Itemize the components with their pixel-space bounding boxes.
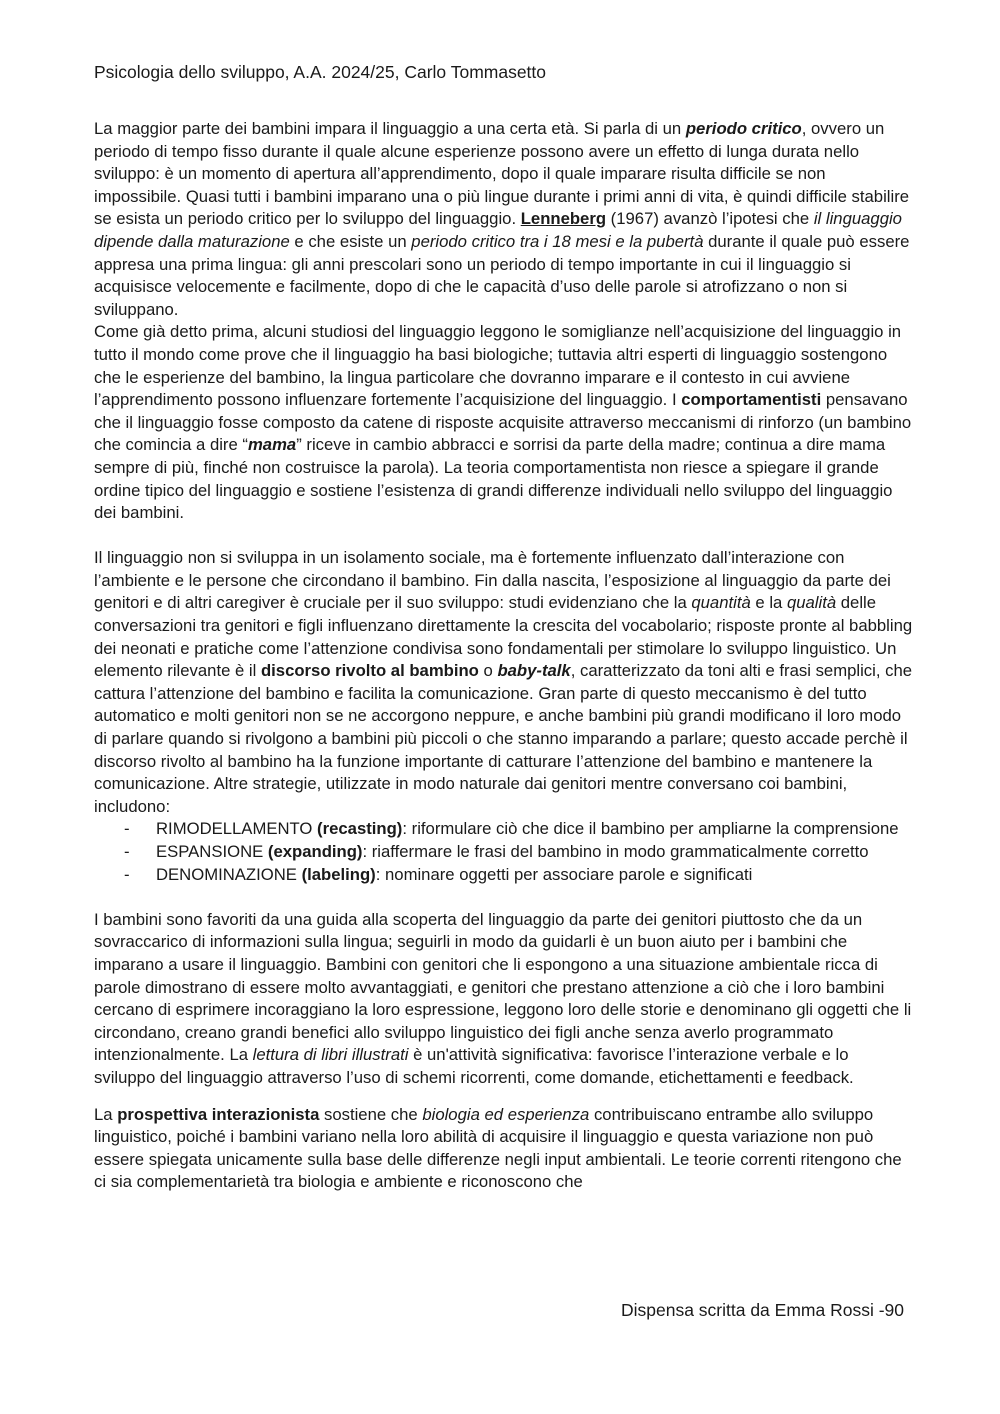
list-item: - DENOMINAZIONE (labeling): nominare oggetti per associare parole e significati [124, 864, 753, 884]
term-discorso-rivolto: discorso rivolto al bambino [260, 661, 479, 681]
paragraph-social-interaction: Il linguaggio non si sviluppa in un isolamento sociale, ma è fortemente influenzato dall’interazione con l’ambiente e le persone che circondano il bambino. Fin dalla nascita, l’esposizione al linguaggio da parte dei genitori e di altri caregiver è cruciale per il suo sviluppo: studi evidenziano che la quantità e la qualità delle conversazioni tra genitori e figli influenzano direttamente la crescita del vocabolario; risposte pronte al babbling dei neonati e pratiche come l’attenzione condivisa sono fondamentali per stimolare lo sviluppo linguistico. Un elemento rilevante è il discorso rivolto al bambino o baby-talk, caratterizzato da toni alti e frasi semplici, che cattura l’attenzione del bambino e facilita la comunicazione. Gran parte di questo meccanismo è del tutto automatico e molti genitori non se ne accorgono neppure, e anche bambini più grandi modificano il loro modo di parlare quando si rivolgono a bambini più piccoli o che stanno imparando a parlare; questo accade perchè il discorso rivolto al bambino ha la funzione importante di catturare l’attenzione del bambino e mantenere la comunicazione. Altre strategie, utilizzate in modo naturale dai genitori mentre conversano coi bambini, includono: [94, 548, 913, 816]
strategies-list [94, 818, 914, 886]
document-body [94, 118, 914, 1194]
term-comportamentisti: comportamentisti [681, 390, 822, 410]
paragraph-interactionist: La prospettiva interazionista sostiene che biologia ed esperienza contribuiscano entrambe allo sviluppo linguistico, poiché i bambini variano nella loro abilità di acquisire il linguaggio e questa variazione non può essere spiegata unicamente sulla base delle differenze negli input ambientali. Le teorie correnti ritengono che ci sia complementarietà tra biologia e ambiente e riconoscono che [94, 1104, 902, 1192]
list-item: - ESPANSIONE (expanding): riaffermare le frasi del bambino in modo grammaticalmente corretto [124, 842, 869, 861]
author-lenneberg: Lenneberg [520, 209, 607, 229]
paragraph-critical-period: La maggior parte dei bambini impara il linguaggio a una certa età. Si parla di un periodo critico, ovvero un periodo di tempo fisso durante il quale alcune esperienze possono avere un effetto di lunga durata nello sviluppo: è un momento di apertura all’apprendimento, dopo il quale imparare risulta difficile se non impossibile. Quasi tutti i bambini imparano una o più lingue durante i primi anni di vita, è quindi difficile stabilire se esista un periodo critico per lo sviluppo del linguaggio. Lenneberg (1967) avanzò l’ipotesi che il linguaggio dipende dalla maturazione e che esiste un periodo critico tra i 18 mesi e la pubertà durante il quale può essere appresa una prima lingua: gli anni prescolari sono un periodo di tempo importante in cui il linguaggio si acquisisce velocemente e facilmente, dopo di che le capacità d’uso delle parole si atrofizzano o non si sviluppano. [94, 119, 910, 319]
paragraph-behaviorists: Come già detto prima, alcuni studiosi del linguaggio leggono le somiglianze nell’acquisizione del linguaggio in tutto il mondo come prove che il linguaggio ha basi biologiche; tuttavia altri esperti di linguaggio sostengono che le esperienze del bambino, la lingua particolare che dovranno imparare e il contesto in cui avviene l’apprendimento possono influenzare fortemente l’acquisizione del linguaggio. I comportamentisti pensavano che il linguaggio fosse composto da catene di risposte acquisite attraverso meccanismi di rinforzo (un bambino che comincia a dire “mama” riceve in cambio abbracci e sorrisi da parte della madre; continua a dire mama sempre di più, finché non costruisce la parola). La teoria comportamentista non riesce a spiegare il grande ordine tipico del linguaggio e sostiene l’esistenza di grandi differenze individuali nello sviluppo del linguaggio dei bambini. [94, 322, 912, 523]
page-footer: Dispensa scritta da Emma Rossi -90 [620, 1300, 904, 1320]
term-periodo-critico: periodo critico [685, 119, 802, 138]
term-baby-talk: baby-talk [497, 661, 571, 681]
paragraph-parental-guidance: I bambini sono favoriti da una guida alla scoperta del linguaggio da parte dei genitori piuttosto che da un sovraccarico di informazioni sulla lingua; seguirli in modo da guidarli è un buon aiuto per i bambini che imparano a usare il linguaggio. Bambini con genitori che li espongono a una situazione ambientale ricca di parole dimostrano di essere molto avvantaggiati, e genitori che prestano attenzione a ciò che i loro bambini cercano di esprimere incoraggiano la loro espressione, leggono loro delle storie e denominano gli oggetti che li circondano, creano grandi benefici allo sviluppo linguistico dei figli anche senza averlo programmato intenzionalmente. La lettura di libri illustrati è un'attività significativa: favorisce l’interazione verbale e lo sviluppo del linguaggio attraverso l’uso di schemi ricorrenti, come domande, etichettamenti e feedback. [94, 909, 912, 1087]
list-item: - RIMODELLAMENTO (recasting): riformulare ciò che dice il bambino per ampliarne la comprensione [124, 819, 899, 839]
page-header: Psicologia dello sviluppo, A.A. 2024/25, Carlo Tommasetto [94, 62, 547, 82]
term-prospettiva-interazionista: prospettiva interazionista [117, 1104, 320, 1124]
